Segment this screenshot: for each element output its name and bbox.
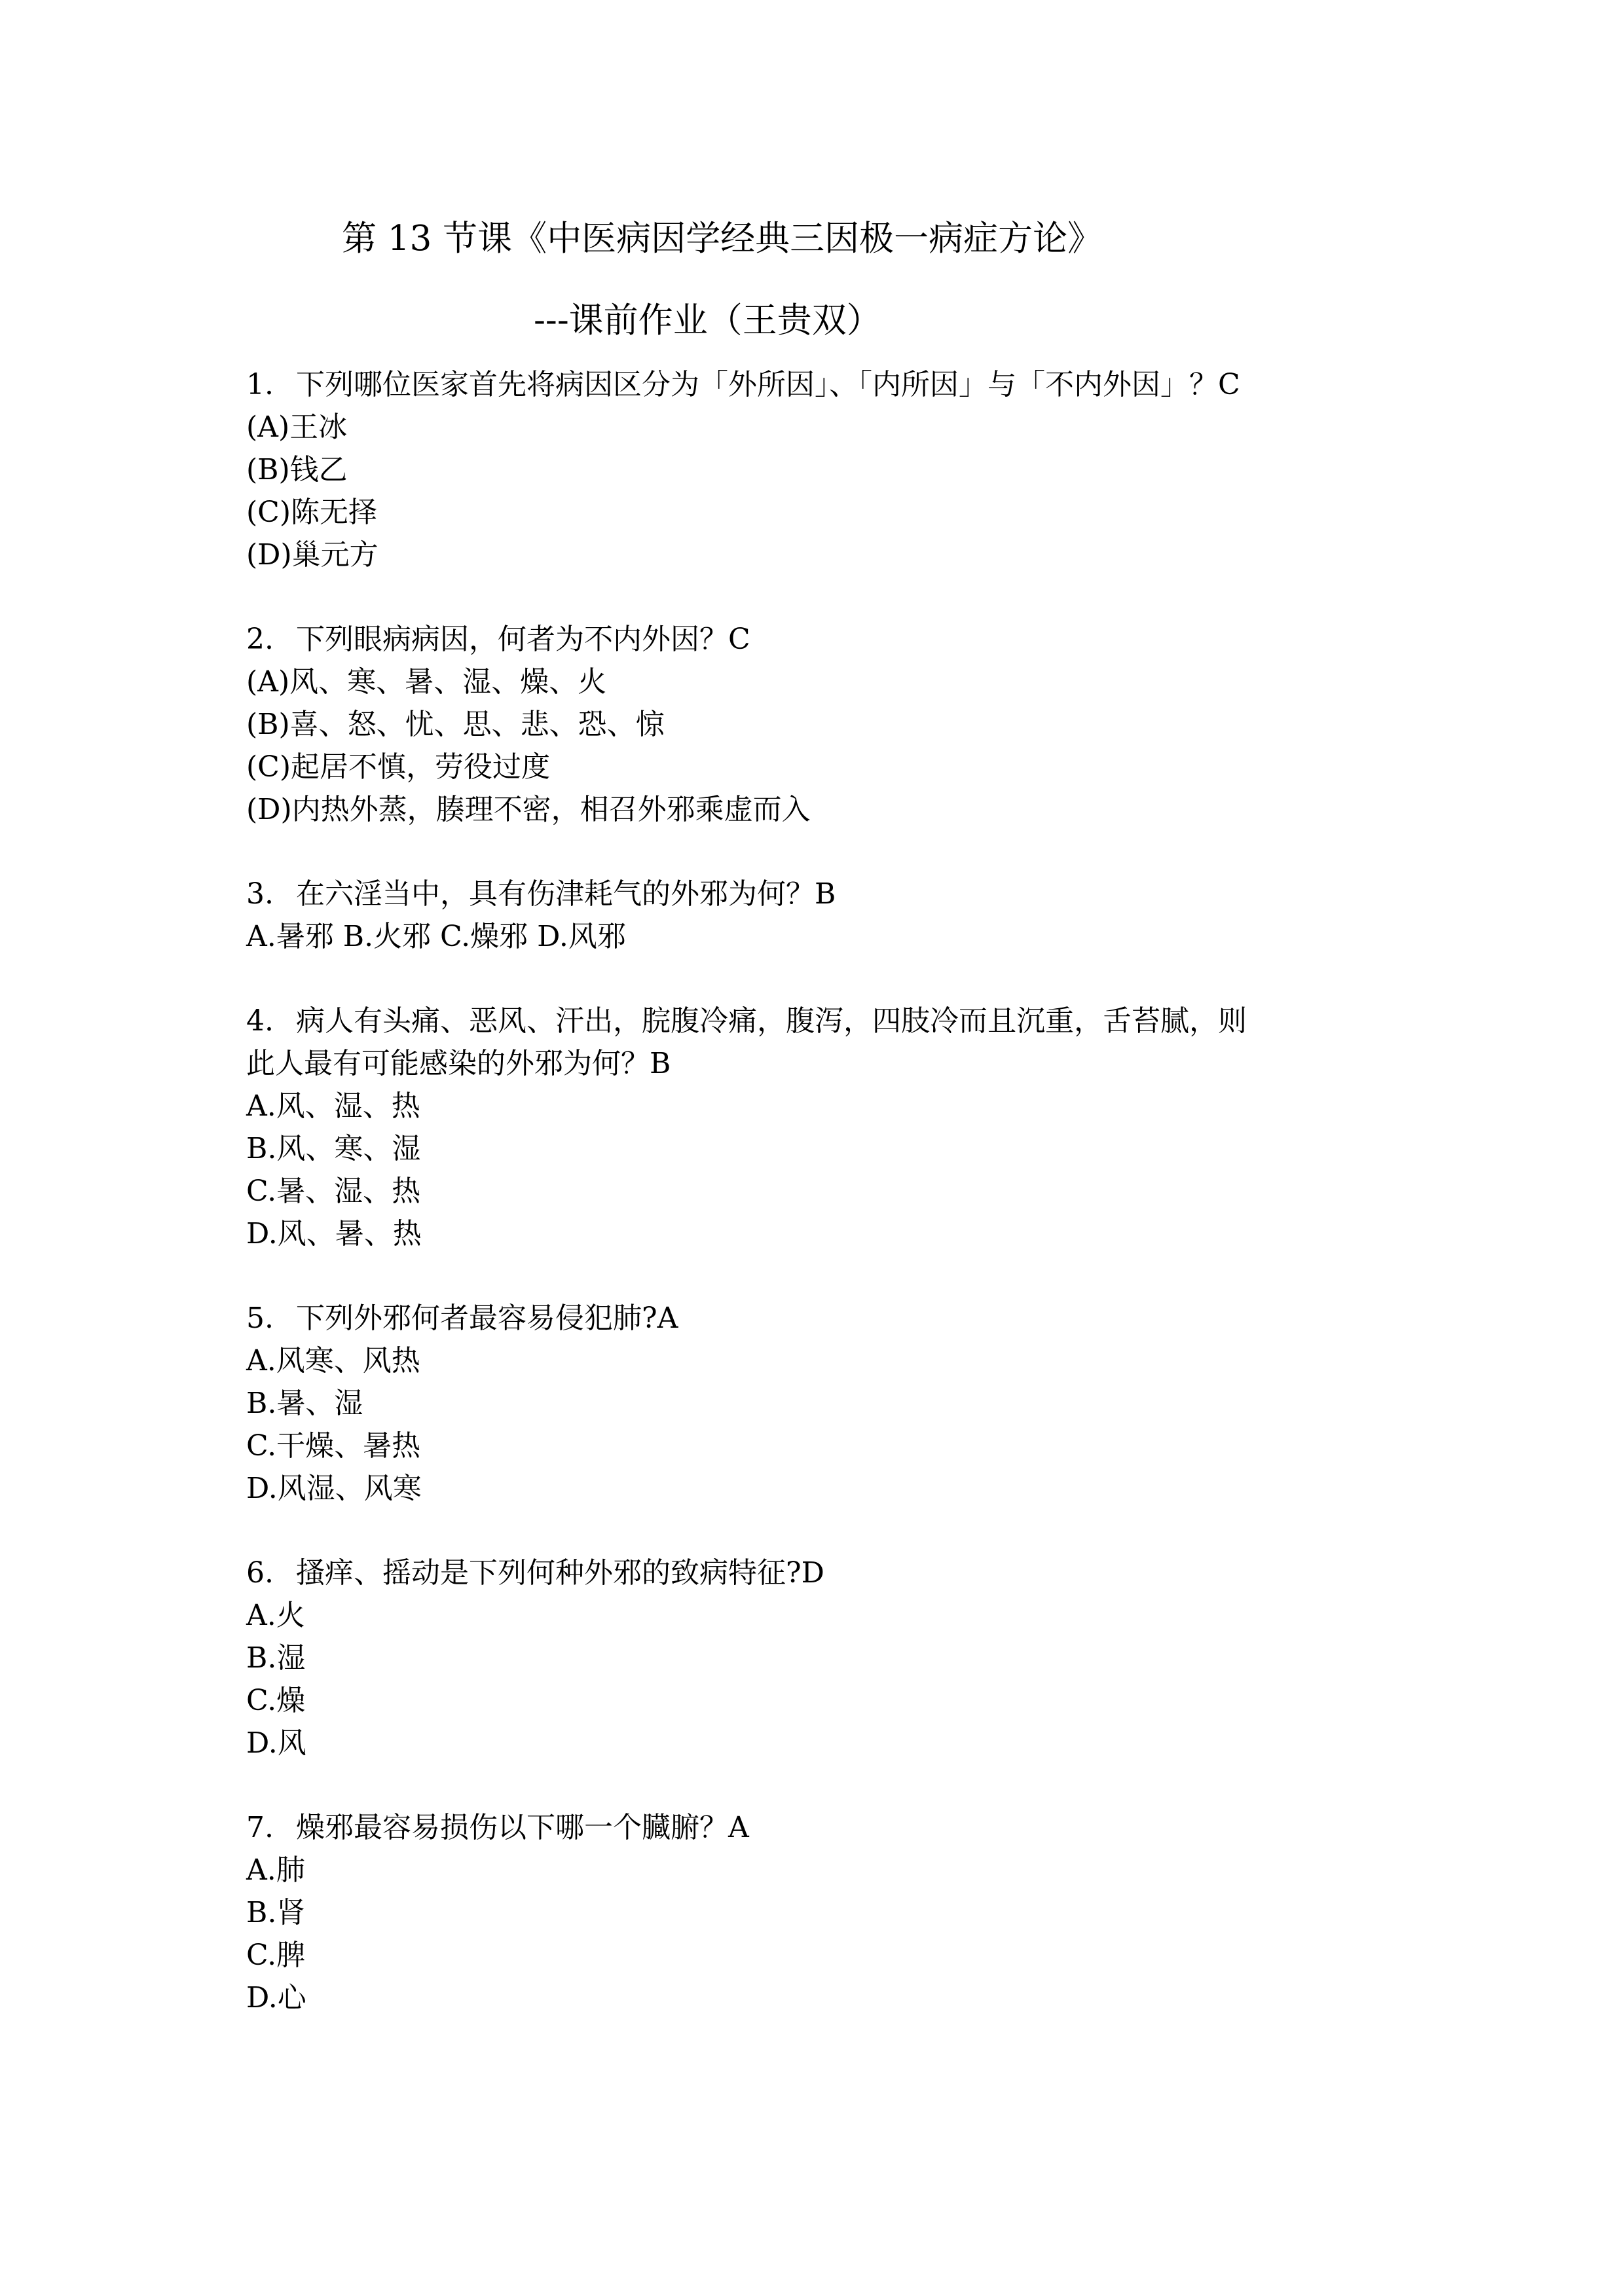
question-stem (246, 873, 1379, 915)
option-c: C.燥 (246, 1684, 306, 1717)
question-stem (246, 363, 1379, 406)
option-b: (B)喜、怒、忧、思、悲、恐、惊 (246, 708, 665, 741)
question-text: 病人有头痛、恶风、汗出，脘腹冷痛，腹泻，四肢冷而且沉重，舌苔腻，则 (296, 1004, 1247, 1038)
option-d: D.心 (246, 1981, 306, 2014)
option-c: C.干燥、暑热 (246, 1429, 421, 1463)
option-c: (C)起居不慎，劳役过度 (246, 750, 550, 784)
question-7 (246, 1806, 1379, 2019)
option-d: D.风湿、风寒 (246, 1472, 422, 1505)
question-text: 下列眼病病因，何者为不内外因？C (296, 623, 750, 656)
question-4 (246, 1000, 1379, 1255)
question-stem (246, 1000, 1379, 1085)
question-number: 6. (246, 1556, 274, 1590)
question-number: 5. (246, 1302, 274, 1335)
option-a: A.风寒、风热 (246, 1344, 420, 1377)
question-2 (246, 618, 1379, 831)
question-number: 3. (246, 877, 274, 911)
question-text-continued: 此人最有可能感染的外邪为何？B (246, 1047, 671, 1080)
option-b: B.肾 (246, 1896, 306, 1929)
option-c: C.暑、湿、热 (246, 1175, 421, 1208)
option-a: (A)风、寒、暑、湿、燥、火 (246, 665, 607, 699)
page-subtitle: ---课前作业（王贵双） (534, 301, 881, 340)
question-number: 1. (246, 368, 274, 401)
option-c: (C)陈无择 (246, 496, 377, 529)
question-number: 7. (246, 1811, 274, 1844)
option-d: D.风、暑、热 (246, 1217, 422, 1250)
option-b: B.风、寒、湿 (246, 1132, 421, 1165)
question-stem (246, 1552, 1379, 1594)
page-title: 第 13 节课《中医病因学经典三因极一病症方论》 (342, 219, 1103, 259)
option-a: (A)王冰 (246, 410, 348, 444)
option-a: A.风、湿、热 (246, 1089, 420, 1123)
question-stem (246, 618, 1379, 661)
question-text: 下列哪位医家首先将病因区分为「外所因」、「内所因」与「不内外因」？C (296, 368, 1240, 401)
question-text: 在六淫当中，具有伤津耗气的外邪为何？B (296, 877, 836, 911)
options-inline: A.暑邪 B.火邪 C.燥邪 D.风邪 (246, 920, 626, 953)
question-number: 2. (246, 623, 274, 656)
option-d: (D)内热外蒸，腠理不密，相召外邪乘虚而入 (246, 793, 811, 826)
option-a: A.火 (246, 1599, 305, 1632)
question-text: 搔痒、摇动是下列何种外邪的致病特征?D (296, 1556, 824, 1590)
option-d: (D)巢元方 (246, 538, 378, 572)
question-6 (246, 1552, 1379, 1764)
question-3 (246, 873, 1379, 958)
question-text: 燥邪最容易损伤以下哪一个臓腑？A (296, 1811, 749, 1844)
option-b: (B)钱乙 (246, 453, 348, 486)
option-a: A.肺 (246, 1853, 305, 1887)
question-list (246, 363, 1379, 2061)
question-text: 下列外邪何者最容易侵犯肺?A (296, 1302, 678, 1335)
question-5 (246, 1297, 1379, 1510)
option-b: B.暑、湿 (246, 1387, 363, 1420)
option-c: C.脾 (246, 1939, 306, 1972)
question-stem (246, 1806, 1379, 1849)
option-d: D.风 (246, 1726, 306, 1760)
question-number: 4. (246, 1004, 274, 1038)
option-b: B.湿 (246, 1641, 306, 1675)
question-1 (246, 363, 1379, 576)
question-stem (246, 1297, 1379, 1339)
